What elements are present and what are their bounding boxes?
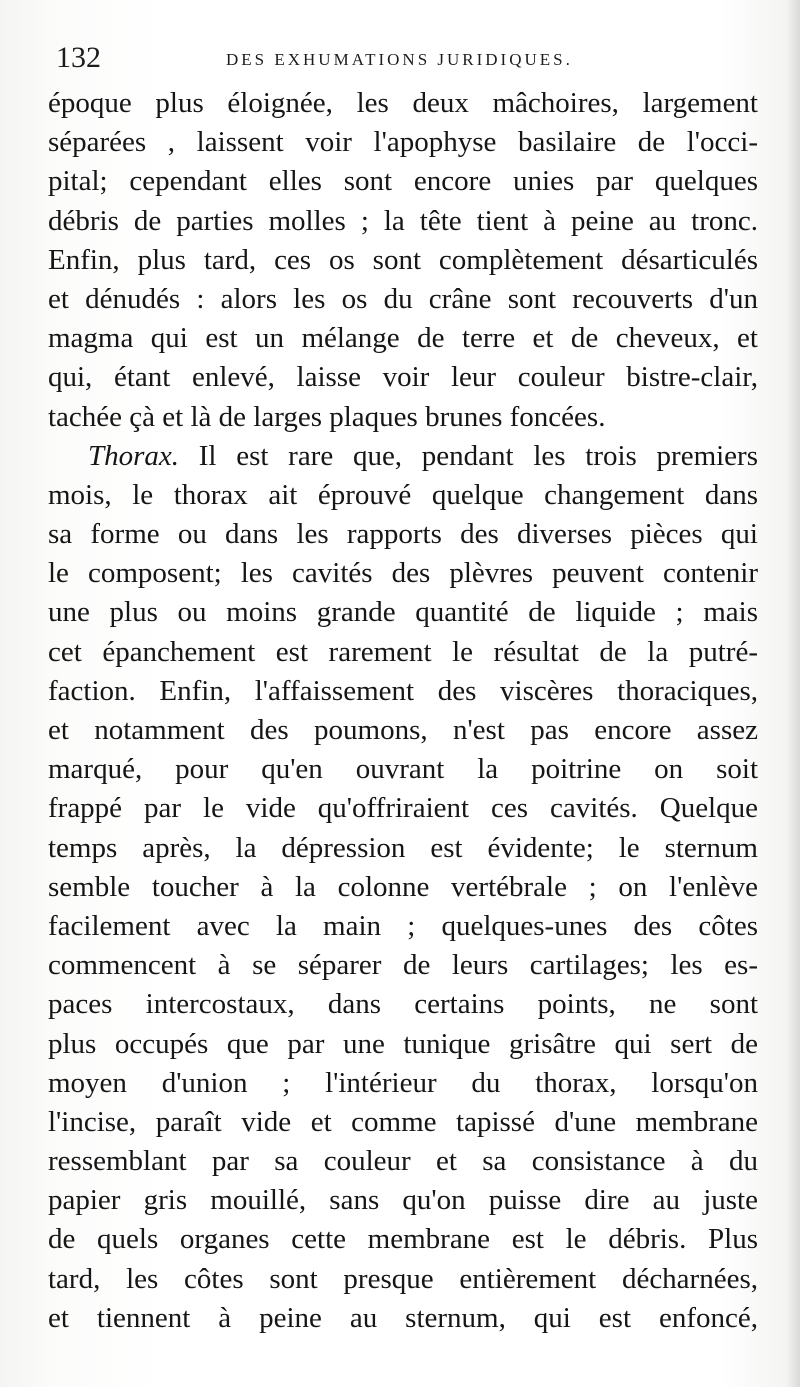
text-line: mois, le thorax ait éprouvé quelque changement dans bbox=[48, 478, 758, 511]
text-line: de quels organes cette membrane est le débris. Plus bbox=[48, 1223, 758, 1256]
text-line: papier gris mouillé, sans qu'on puisse dire au juste bbox=[48, 1184, 758, 1217]
text-line: facilement avec la main ; quelques-unes des côtes bbox=[48, 909, 758, 942]
text-line: et notamment des poumons, n'est pas encore assez bbox=[48, 714, 758, 746]
text-line: paces intercostaux, dans certains points, ne sont bbox=[48, 988, 758, 1021]
text-line: moyen d'union ; l'intérieur du thorax, lorsqu'on bbox=[48, 1066, 758, 1099]
text-line: séparées , laissent voir l'apophyse basilaire de l'occi- bbox=[48, 126, 758, 159]
text-line: tard, les côtes sont presque entièrement décharnées, bbox=[48, 1262, 758, 1295]
running-head: DES EXHUMATIONS JURIDIQUES. bbox=[226, 50, 573, 69]
text-line: une plus ou moins grande quantité de liquide ; mais bbox=[48, 596, 758, 629]
text-line: époque plus éloignée, les deux mâchoires, largement bbox=[48, 87, 758, 119]
page-number: 132 bbox=[56, 41, 101, 74]
text-line: tachée çà et là de larges plaques brunes foncées. bbox=[48, 400, 606, 433]
text-line: qui, étant enlevé, laisse voir leur couleur bistre-clair, bbox=[48, 361, 758, 394]
body-text bbox=[48, 84, 758, 1338]
text-line: et tiennent à peine au sternum, qui est enfoncé, bbox=[48, 1301, 758, 1334]
text-line: ressemblant par sa couleur et sa consistance à du bbox=[48, 1145, 758, 1178]
text-line: commencent à se séparer de leurs cartilages; les es- bbox=[48, 949, 758, 982]
page-edge-shadow bbox=[786, 0, 800, 1387]
page-header bbox=[56, 38, 756, 78]
text-line: magma qui est un mélange de terre et de cheveux, et bbox=[48, 322, 758, 355]
text-line: Enfin, plus tard, ces os sont complètement désarticulés bbox=[48, 243, 758, 276]
text-line: le composent; les cavités des plèvres peuvent contenir bbox=[48, 557, 758, 590]
text-line: marqué, pour qu'en ouvrant la poitrine on soit bbox=[48, 753, 758, 786]
text-line: temps après, la dépression est évidente; le sternum bbox=[48, 831, 758, 864]
text-line: frappé par le vide qu'offriraient ces cavités. Quelque bbox=[48, 792, 758, 825]
text-line: l'incise, paraît vide et comme tapissé d'une membrane bbox=[48, 1105, 758, 1138]
section-lead-thorax: Thorax. bbox=[88, 439, 180, 472]
text-line: pital; cependant elles sont encore unies par quelques bbox=[48, 165, 758, 198]
first-line-rest: Il est rare que, pendant les trois premiers bbox=[179, 439, 758, 472]
text-line: débris de parties molles ; la tête tient à peine au tronc. bbox=[48, 204, 758, 237]
paragraph-first-line bbox=[48, 437, 758, 476]
text-line: semble toucher à la colonne vertébrale ; on l'enlève bbox=[48, 870, 758, 903]
text-line: cet épanchement est rarement le résultat de la putré- bbox=[48, 635, 758, 668]
text-line: sa forme ou dans les rapports des diverses pièces qui bbox=[48, 518, 758, 551]
text-line: plus occupés que par une tunique grisâtre qui sert de bbox=[48, 1027, 758, 1060]
text-line: et dénudés : alors les os du crâne sont recouverts d'un bbox=[48, 282, 758, 315]
text-line: faction. Enfin, l'affaissement des viscères thoraciques, bbox=[48, 674, 758, 707]
